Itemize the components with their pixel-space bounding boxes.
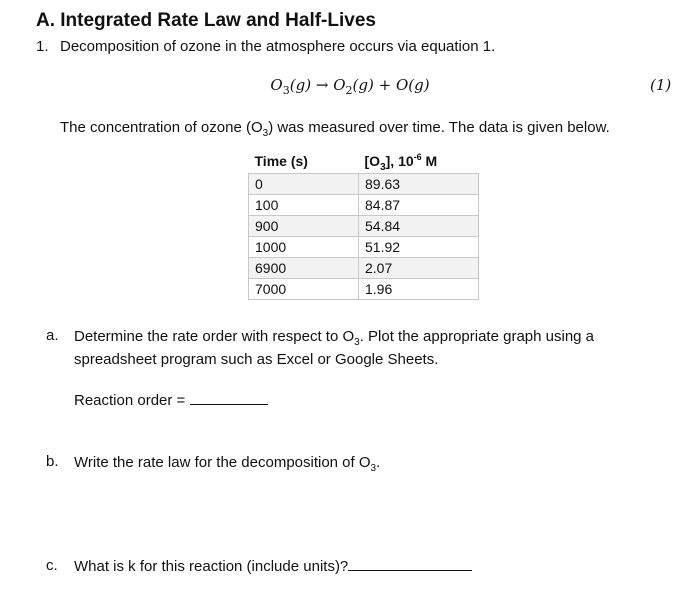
part-a-line2: spreadsheet program such as Excel or Google Sheets. xyxy=(74,351,439,368)
reaction-order-label: Reaction order = xyxy=(74,392,186,409)
intro-text-before: The concentration of ozone (O xyxy=(60,119,263,136)
eq-product2-state: (g) xyxy=(408,76,430,94)
eq-product2: O xyxy=(395,76,409,94)
header-conc-mid: ], 10 xyxy=(385,153,414,169)
eq-product1: O xyxy=(333,76,346,94)
header-conc-subscript: 3 xyxy=(380,162,386,173)
eq-product1-subscript: 2 xyxy=(345,84,353,97)
cell-time: 900 xyxy=(249,216,359,237)
part-a-subscript: 3 xyxy=(354,337,360,348)
cell-time: 6900 xyxy=(249,258,359,279)
cell-time: 1000 xyxy=(249,237,359,258)
section-title: A. Integrated Rate Law and Half-Lives xyxy=(36,10,376,31)
equation-number: (1) xyxy=(650,76,672,94)
chemical-equation xyxy=(0,76,700,97)
cell-conc: 1.96 xyxy=(359,279,479,300)
cell-conc: 51.92 xyxy=(359,237,479,258)
header-conc-unit: M xyxy=(421,153,438,169)
part-a-letter: a. xyxy=(46,327,59,344)
k-answer-blank[interactable] xyxy=(348,558,472,571)
part-c-text: What is k for this reaction (include units)? xyxy=(74,558,349,575)
cell-conc: 89.63 xyxy=(359,174,479,195)
cell-conc: 84.87 xyxy=(359,195,479,216)
intro-text-after: ) was measured over time. The data is given below. xyxy=(268,119,610,136)
table-row xyxy=(249,237,479,258)
part-b-text-after: . xyxy=(376,454,381,471)
reaction-order-row xyxy=(74,390,654,411)
table-row xyxy=(249,174,479,195)
part-a-text xyxy=(74,326,654,370)
part-c-letter: c. xyxy=(46,557,58,574)
cell-time: 100 xyxy=(249,195,359,216)
cell-time: 0 xyxy=(249,174,359,195)
header-conc-prefix: [O xyxy=(364,153,381,169)
table-row xyxy=(249,195,479,216)
part-a-line1-after: . Plot the appropriate graph using a xyxy=(359,328,595,345)
eq-reactant: O xyxy=(270,76,283,94)
header-time: Time (s) xyxy=(249,149,359,174)
cell-conc: 2.07 xyxy=(359,258,479,279)
question-number: 1. xyxy=(36,38,49,55)
eq-arrow: → xyxy=(315,76,329,94)
part-b-text xyxy=(74,452,654,475)
intro-text xyxy=(60,119,610,139)
reaction-order-blank[interactable] xyxy=(190,392,268,405)
eq-product1-state: (g) xyxy=(352,76,374,94)
cell-conc: 54.84 xyxy=(359,216,479,237)
part-a-line1-before: Determine the rate order with respect to O xyxy=(74,328,355,345)
cell-time: 7000 xyxy=(249,279,359,300)
part-b-subscript: 3 xyxy=(370,463,377,474)
intro-text-subscript: 3 xyxy=(262,128,269,139)
eq-reactant-subscript: 3 xyxy=(282,84,290,97)
part-b-letter: b. xyxy=(46,453,59,470)
table-row xyxy=(249,258,479,279)
question-text: Decomposition of ozone in the atmosphere occurs via equation 1. xyxy=(60,38,496,55)
data-table xyxy=(248,149,479,300)
eq-reactant-state: (g) xyxy=(289,76,312,94)
header-conc-superscript: -6 xyxy=(413,152,422,162)
table-header-row xyxy=(249,149,479,174)
table-row xyxy=(249,279,479,300)
header-concentration xyxy=(359,149,479,174)
part-c-row xyxy=(74,556,654,577)
eq-plus: + xyxy=(378,76,392,94)
table-row xyxy=(249,216,479,237)
part-b-text-before: Write the rate law for the decomposition of O xyxy=(74,454,371,471)
part-a-line1 xyxy=(74,326,654,349)
